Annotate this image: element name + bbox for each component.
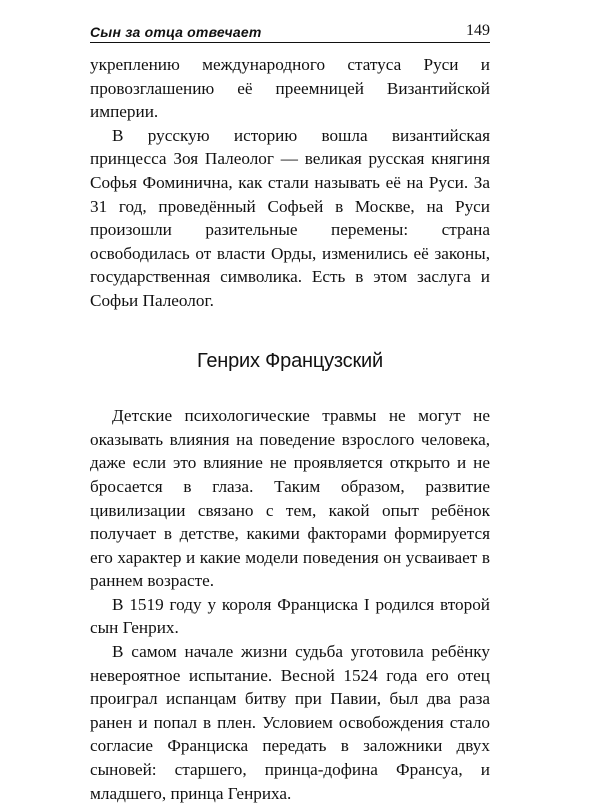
- section-heading: Генрих Французский: [197, 349, 383, 372]
- page-number: 149: [466, 22, 490, 39]
- paragraph-continued: укреплению международного статуса Руси и провозглашению её преемницей Византийской империи.: [90, 55, 490, 122]
- paragraph: Детские психологические травмы не могут не оказывать влияния на поведение взрослого человека, даже если это влияние не проявляется открыто и не бросается в глаза. Таким образом, развитие цивилизации связано с тем, какой опыт ребёнок получает в детстве, какими факторами формируется его характер и какие модели поведения он усваивает в раннем возрасте.: [90, 406, 490, 591]
- running-header: [90, 14, 490, 43]
- running-title: Сын за отца отвечает: [90, 24, 262, 40]
- paragraph: В русскую историю вошла византийская принцесса Зоя Палеолог — великая русская княгиня Софья Фоминична, как стали называть её на Руси. За 31 год, проведённый Софьей в Москве, на Руси произошли разительные перемены: страна освободилась от власти Орды, изменились её законы, государственная символика. Есть в этом заслуга и Софьи Палеолог.: [90, 125, 490, 310]
- paragraph: В 1519 году у короля Франциска I родился второй сын Генрих.: [90, 594, 490, 638]
- book-page: [90, 14, 490, 805]
- page-body: [90, 53, 490, 805]
- paragraph: В самом начале жизни судьба уготовила ребёнку невероятное испытание. Весной 1524 года его отец проиграл испанцам битву при Павии, был два раза ранен и попал в плен. Условием освобождения стало согласие Франциска передать в заложники двух сыновей: старшего, принца-дофина Франсуа, и младшего, принца Генриха.: [90, 642, 490, 803]
